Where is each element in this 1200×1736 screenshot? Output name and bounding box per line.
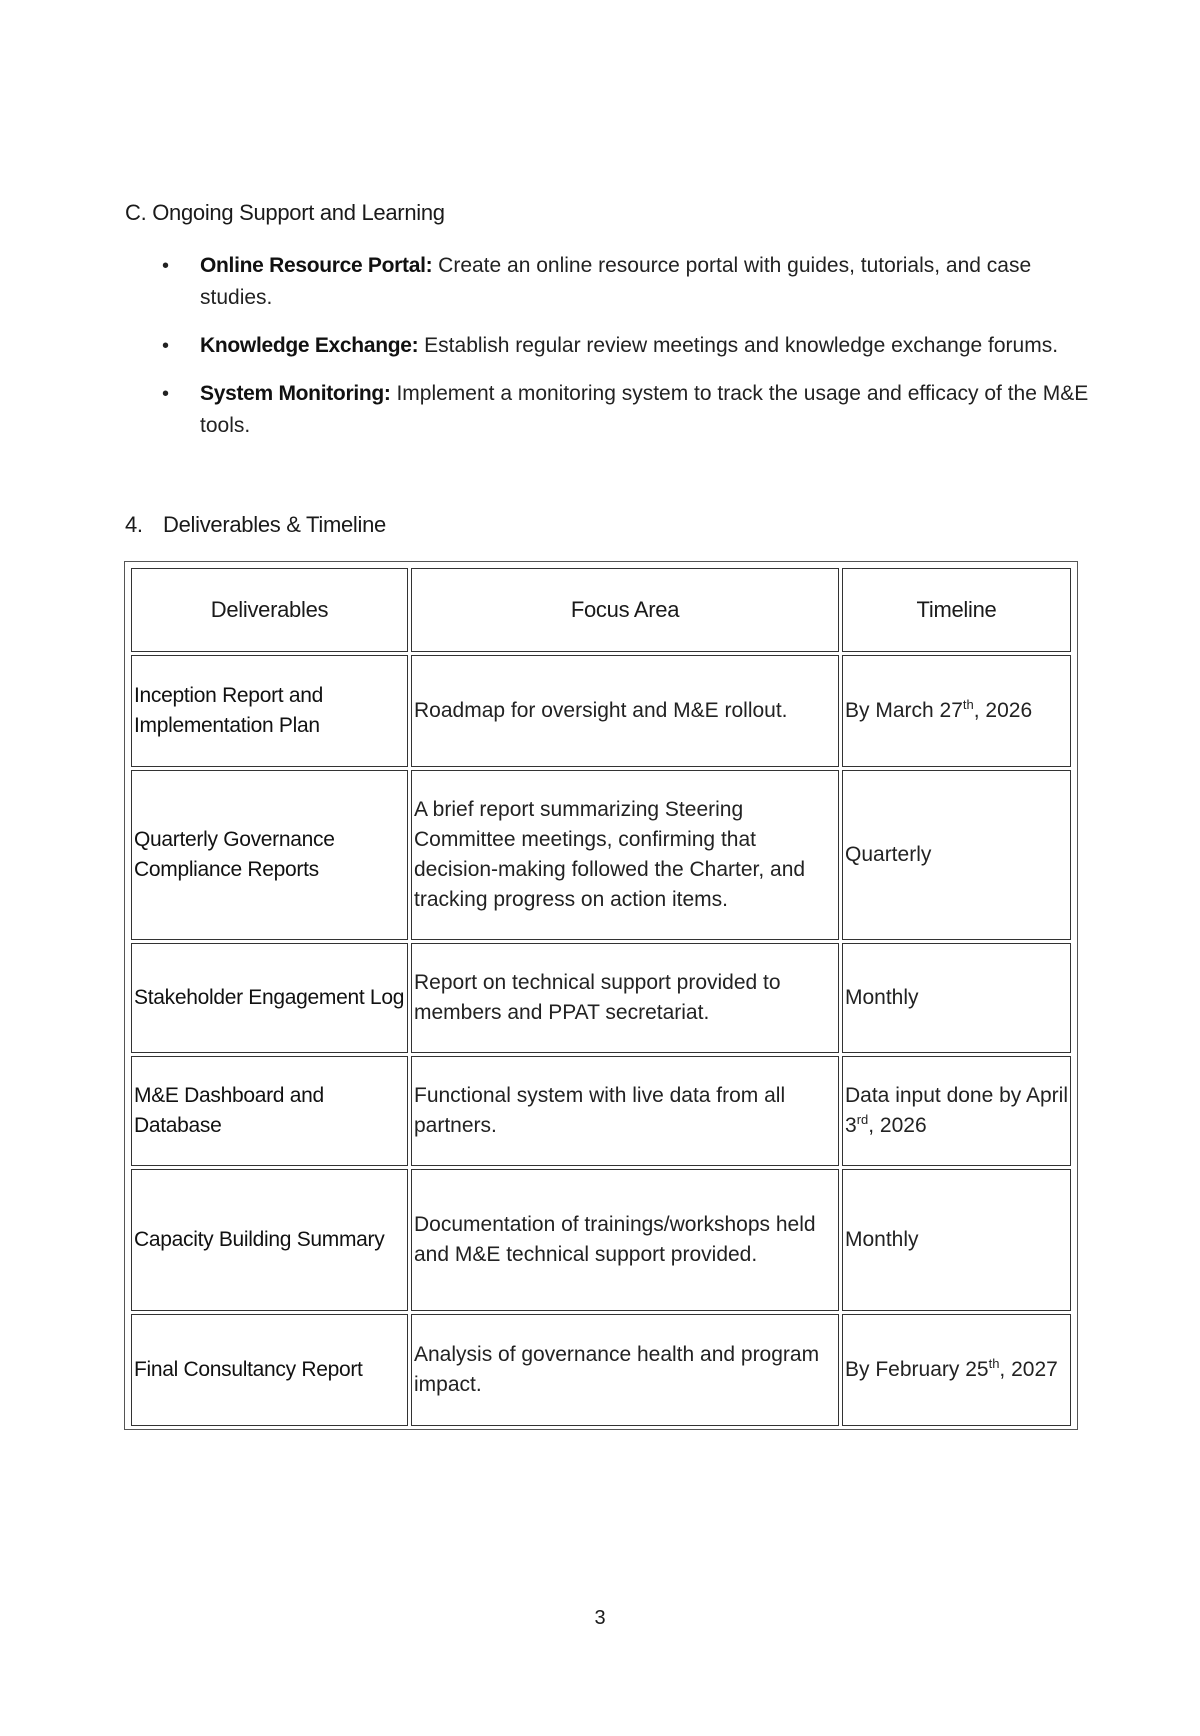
- timeline-ordinal: th: [962, 697, 974, 712]
- section-c-heading: C. Ongoing Support and Learning: [125, 200, 445, 225]
- timeline-year: , 2027: [999, 1358, 1058, 1381]
- timeline-cell: [842, 1056, 1071, 1166]
- table-row: [131, 655, 1071, 767]
- bullet-term: Knowledge Exchange:: [200, 334, 419, 357]
- deliverable-cell: Final Consultancy Report: [131, 1314, 408, 1426]
- support-bullet-list: [160, 250, 1090, 458]
- page-number: 3: [594, 1607, 606, 1629]
- deliverable-cell: Inception Report and Implementation Plan: [131, 655, 408, 767]
- timeline-year: , 2026: [973, 699, 1033, 722]
- header-focus-area: Focus Area: [411, 568, 839, 652]
- focus-cell: Analysis of governance health and program impact.: [411, 1314, 839, 1426]
- bullet-text: Implement a monitoring system to track the usage and efficacy of the M&E tools.: [200, 382, 1089, 437]
- focus-cell: Documentation of trainings/workshops held and M&E technical support provided.: [411, 1169, 839, 1311]
- bullet-item: [160, 378, 1090, 442]
- deliverables-table-frame: [124, 561, 1078, 1430]
- section-number: 4.: [125, 512, 143, 537]
- table-row: [131, 1056, 1071, 1166]
- timeline-cell: [842, 1169, 1071, 1311]
- header-deliverables: Deliverables: [131, 568, 408, 652]
- timeline-text: Monthly: [845, 1228, 919, 1251]
- focus-cell: Report on technical support provided to members and PPAT secretariat.: [411, 943, 839, 1053]
- section-title: Deliverables & Timeline: [163, 512, 386, 537]
- timeline-text: Quarterly: [845, 843, 932, 866]
- bullet-item: [160, 250, 1090, 314]
- deliverables-table: [128, 565, 1074, 1429]
- bullet-item: [160, 330, 1090, 362]
- timeline-cell: [842, 1314, 1071, 1426]
- table-row: [131, 770, 1071, 940]
- table-row: [131, 1314, 1071, 1426]
- bullet-text: Establish regular review meetings and knowledge exchange forums.: [418, 334, 1059, 357]
- bullet-term: Online Resource Portal:: [200, 254, 433, 277]
- bullet-text: Create an online resource portal with guides, tutorials, and case studies.: [200, 254, 1032, 309]
- table-row: [131, 1169, 1071, 1311]
- timeline-text: By February 25: [845, 1358, 989, 1381]
- bullet-icon: •: [162, 335, 170, 357]
- timeline-text: Data input done by April 3: [845, 1084, 1068, 1137]
- timeline-cell: [842, 943, 1071, 1053]
- timeline-year: , 2026: [868, 1114, 927, 1137]
- focus-cell: Functional system with live data from all partners.: [411, 1056, 839, 1166]
- timeline-cell: [842, 770, 1071, 940]
- timeline-cell: [842, 655, 1071, 767]
- deliverable-cell: Stakeholder Engagement Log: [131, 943, 408, 1053]
- timeline-ordinal: th: [988, 1356, 1000, 1371]
- timeline-text: Monthly: [845, 986, 919, 1009]
- header-timeline: Timeline: [842, 568, 1071, 652]
- timeline-ordinal: rd: [856, 1112, 869, 1127]
- focus-cell: A brief report summarizing Steering Committee meetings, confirming that decision-making followed the Charter, and tracking progress on action items.: [411, 770, 839, 940]
- focus-cell: Roadmap for oversight and M&E rollout.: [411, 655, 839, 767]
- section-4-heading: [125, 512, 386, 538]
- deliverable-cell: M&E Dashboard and Database: [131, 1056, 408, 1166]
- bullet-term: System Monitoring:: [200, 382, 391, 405]
- deliverable-cell: Capacity Building Summary: [131, 1169, 408, 1311]
- table-row: [131, 943, 1071, 1053]
- bullet-icon: •: [162, 383, 170, 405]
- table-header-row: [131, 568, 1071, 652]
- bullet-icon: •: [162, 255, 170, 277]
- timeline-text: By March 27: [845, 699, 963, 722]
- deliverable-cell: Quarterly Governance Compliance Reports: [131, 770, 408, 940]
